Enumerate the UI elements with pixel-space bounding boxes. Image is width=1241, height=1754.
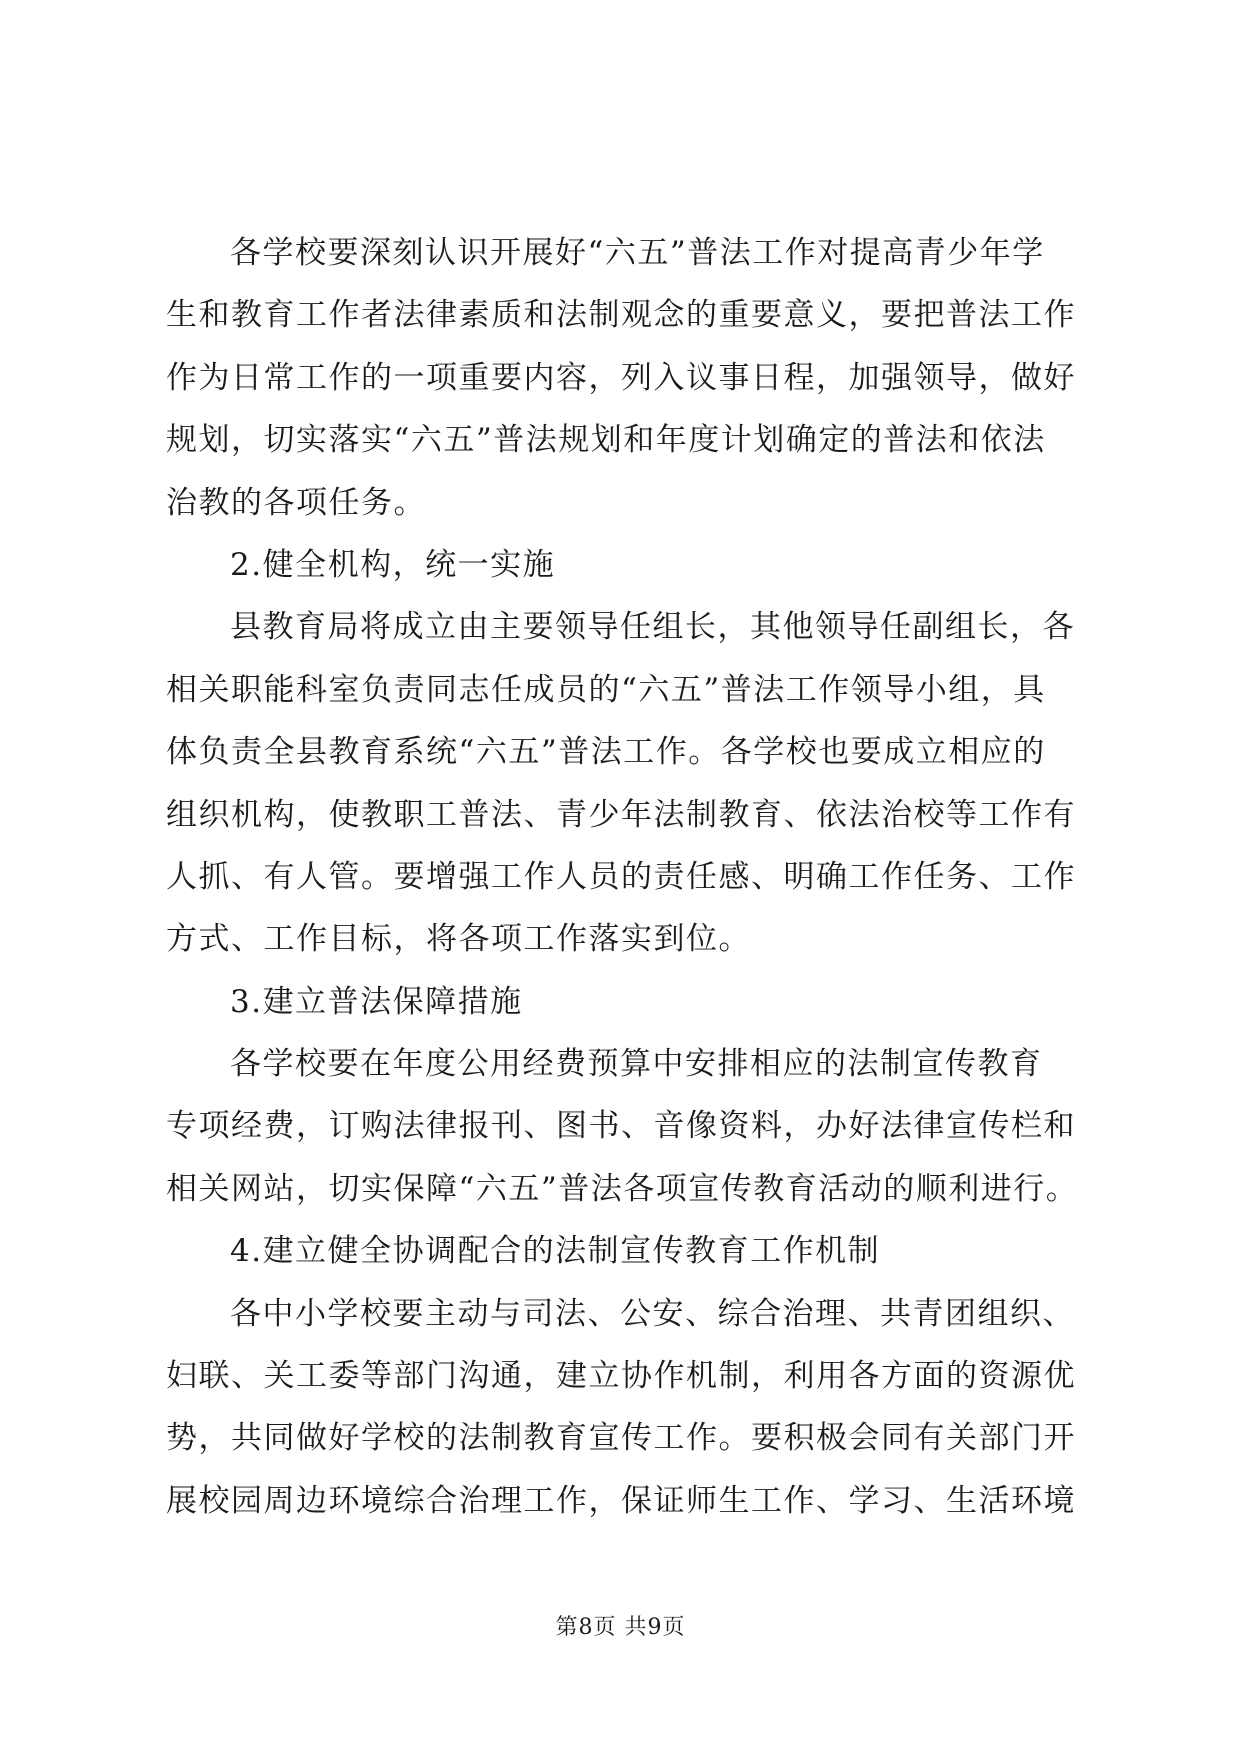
- paragraph-line: 相关职能科室负责同志任成员的“六五”普法工作领导小组，具: [166, 671, 1046, 708]
- paragraph-line: 势，共同做好学校的法制教育宣传工作。要积极会同有关部门开: [166, 1420, 1076, 1457]
- paragraph-line: 妇联、关工委等部门沟通，建立协作机制，利用各方面的资源优: [166, 1358, 1076, 1395]
- page-number-footer: 第8页 共9页: [555, 1615, 686, 1640]
- paragraph-line: 各学校要深刻认识开展好“六五”普法工作对提高青少年学: [230, 235, 1045, 271]
- paragraph-line: 体负责全县教育系统“六五”普法工作。各学校也要成立相应的: [166, 734, 1046, 771]
- paragraph-line: 人抓、有人管。要增强工作人员的责任感、明确工作任务、工作: [166, 858, 1076, 895]
- paragraph-line: 相关网站，切实保障“六五”普法各项宣传教育活动的顺利进行。: [166, 1170, 1079, 1207]
- section-heading: 3.建立普法保障措施: [230, 983, 523, 1020]
- section-heading: 4.建立健全协调配合的法制宣传教育工作机制: [230, 1233, 881, 1270]
- paragraph-line: 专项经费，订购法律报刊、图书、音像资料，办好法律宣传栏和: [166, 1108, 1076, 1145]
- paragraph-line: 展校园周边环境综合治理工作，保证师生工作、学习、生活环境: [166, 1482, 1076, 1519]
- paragraph-line: 作为日常工作的一项重要内容，列入议事日程，加强领导，做好: [166, 359, 1076, 396]
- paragraph-line: 治教的各项任务。: [166, 484, 426, 521]
- paragraph-line: 县教育局将成立由主要领导任组长，其他领导任副组长，各: [230, 609, 1075, 646]
- paragraph-line: 生和教育工作者法律素质和法制观念的重要意义，要把普法工作: [166, 297, 1076, 334]
- paragraph-line: 组织机构，使教职工普法、青少年法制教育、依法治校等工作有: [166, 796, 1076, 833]
- paragraph-line: 各学校要在年度公用经费预算中安排相应的法制宣传教育: [230, 1046, 1043, 1083]
- document-body: [166, 222, 1079, 1532]
- section-heading: 2.健全机构，统一实施: [230, 546, 556, 583]
- paragraph-line: 规划，切实落实“六五”普法规划和年度计划确定的普法和依法: [166, 422, 1046, 459]
- paragraph-line: 各中小学校要主动与司法、公安、综合治理、共青团组织、: [230, 1295, 1075, 1332]
- paragraph-line: 方式、工作目标，将各项工作落实到位。: [166, 921, 751, 958]
